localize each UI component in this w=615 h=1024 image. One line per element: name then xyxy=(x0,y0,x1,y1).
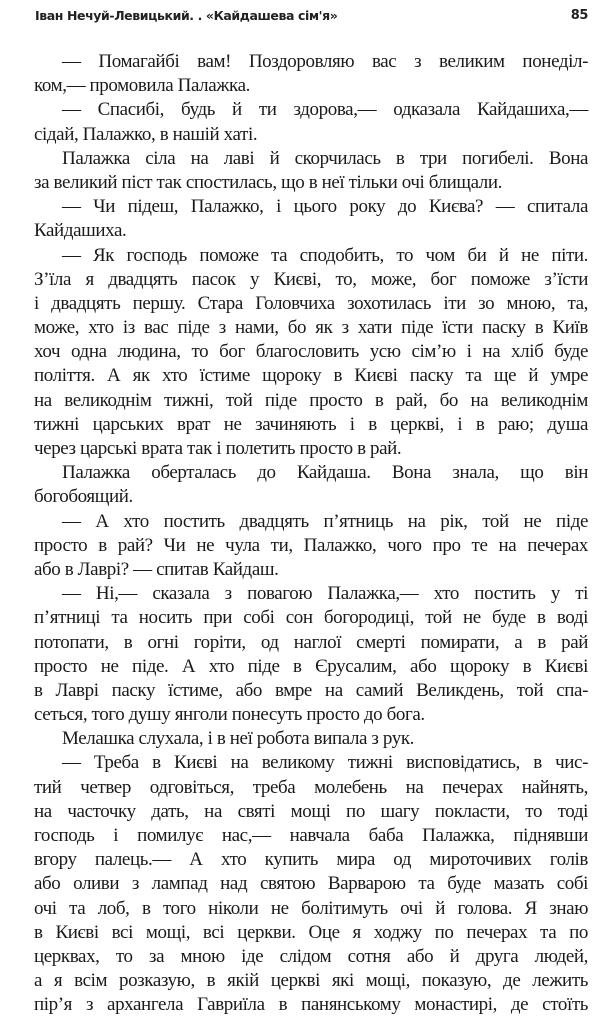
text-line: за великий піст так спостилась, що в неї тільки очі блищали. xyxy=(34,171,502,193)
text-line: церквах, то за мною іде слідом сотня або й друга людей, xyxy=(34,945,588,967)
text-line: або в Лаврі? — спитав Кайдаш. xyxy=(34,558,279,580)
text-line: Мелашка слухала, і в неї робота випала з рук. xyxy=(62,728,414,750)
text-line: просто не піде. А хто піде в Єрусалим, або щороку в Києві xyxy=(34,655,588,677)
text-line: поліття. А як хто їстиме щороку в Києві паску та ще й умре xyxy=(34,365,588,387)
text-line: — А хто постить двадцять п’ятниць на рік, той не піде xyxy=(62,510,588,532)
text-line: хоч одна людина, то бог благословить усю сім’ю і на хліб буде xyxy=(34,341,588,363)
text-line: або оливи з лампад над святою Варварою та буде мазать собі xyxy=(34,873,588,895)
text-line: на часточку дать, на святі мощі по шагу покласти, то тоді xyxy=(34,800,588,822)
text-line: вгору палець.— А хто купить мира од мироточивих голів xyxy=(34,849,588,871)
text-line: може, хто із вас піде з нами, бо як з хати піде їсти паску в Київ xyxy=(34,317,588,339)
text-line: в Лаврі паску їстиме, або вмре на самий Великдень, той спа- xyxy=(34,679,588,701)
body-text xyxy=(34,50,588,1018)
text-line: в Києві всі мощі, всі церкви. Оце я ходжу по печерах та по xyxy=(34,921,588,943)
text-line: через царські врата так і полетить просто в рай. xyxy=(34,438,402,459)
text-line: богобоящий. xyxy=(34,486,133,508)
text-line: — Чи підеш, Палажко, і цього року до Києва? — спитала xyxy=(62,196,588,218)
book-title: Іван Нечуй-Левицький. . «Кайдашева сім'я» xyxy=(35,8,338,23)
text-line: Палажка оберталась до Кайдаша. Вона знала, що він xyxy=(62,462,588,484)
text-line: пір’я з архангела Гавриїла в панянському монастирі, де стоїть xyxy=(34,994,588,1016)
text-line: З’їла я двадцять пасок у Києві, то, може, бог поможе з’їсти xyxy=(34,268,588,290)
text-line: — Помагайбі вам! Поздоровляю вас з великим понеділ- xyxy=(62,51,588,72)
text-line: господь і помилує нас,— навчала баба Палажка, піднявши xyxy=(34,825,588,846)
text-line: тий четвер одговіться, треба молебень на печерах найнять, xyxy=(34,776,588,798)
text-line: Палажка сіла на лаві й скорчилась в три погибелі. Вона xyxy=(62,147,588,169)
text-line: сеться, того душу янголи понесуть просто до бога. xyxy=(34,704,425,726)
text-line: — Ні,— сказала з повагою Палажка,— хто постить у ті xyxy=(62,583,588,605)
text-line: потопати, в огні горіти, од наглої смерті помирати, а в рай xyxy=(34,631,588,653)
text-line: сідай, Палажко, в нашій хаті. xyxy=(34,123,258,145)
text-line: на великоднім тижні, той піде просто в рай, бо на великоднім xyxy=(34,389,588,411)
text-line: тижні царських врат не зачиняють і в церкві, і в раю; душа xyxy=(34,413,588,435)
text-line: а я всім розказую, в якій церкві які мощі, показую, де лежить xyxy=(34,970,588,992)
text-line: ком,— промовила Палажка. xyxy=(34,75,250,97)
text-line: — Треба в Києві на великому тижні висповідатись, в чис- xyxy=(62,752,588,774)
text-line: Кайдашиха. xyxy=(34,220,127,242)
text-line: — Як господь поможе та сподобить, то чом би й не піти. xyxy=(62,244,588,266)
text-line: п’ятниці та носить при собі сон богородиці, той не буде в воді xyxy=(34,607,588,629)
text-line: просто в рай? Чи не чула ти, Палажко, чого про те на печерах xyxy=(34,534,588,556)
page-number: 85 xyxy=(570,8,588,23)
text-line: — Спасибі, будь й ти здорова,— одказала Кайдашиха,— xyxy=(62,99,588,121)
text-line: і двадцять першу. Стара Головчиха зохотилась іти зо мною, та, xyxy=(34,292,588,314)
running-header xyxy=(35,8,588,28)
text-line: очі та лоб, в того ніколи не болітимуть очі й голова. Я знаю xyxy=(34,897,588,919)
